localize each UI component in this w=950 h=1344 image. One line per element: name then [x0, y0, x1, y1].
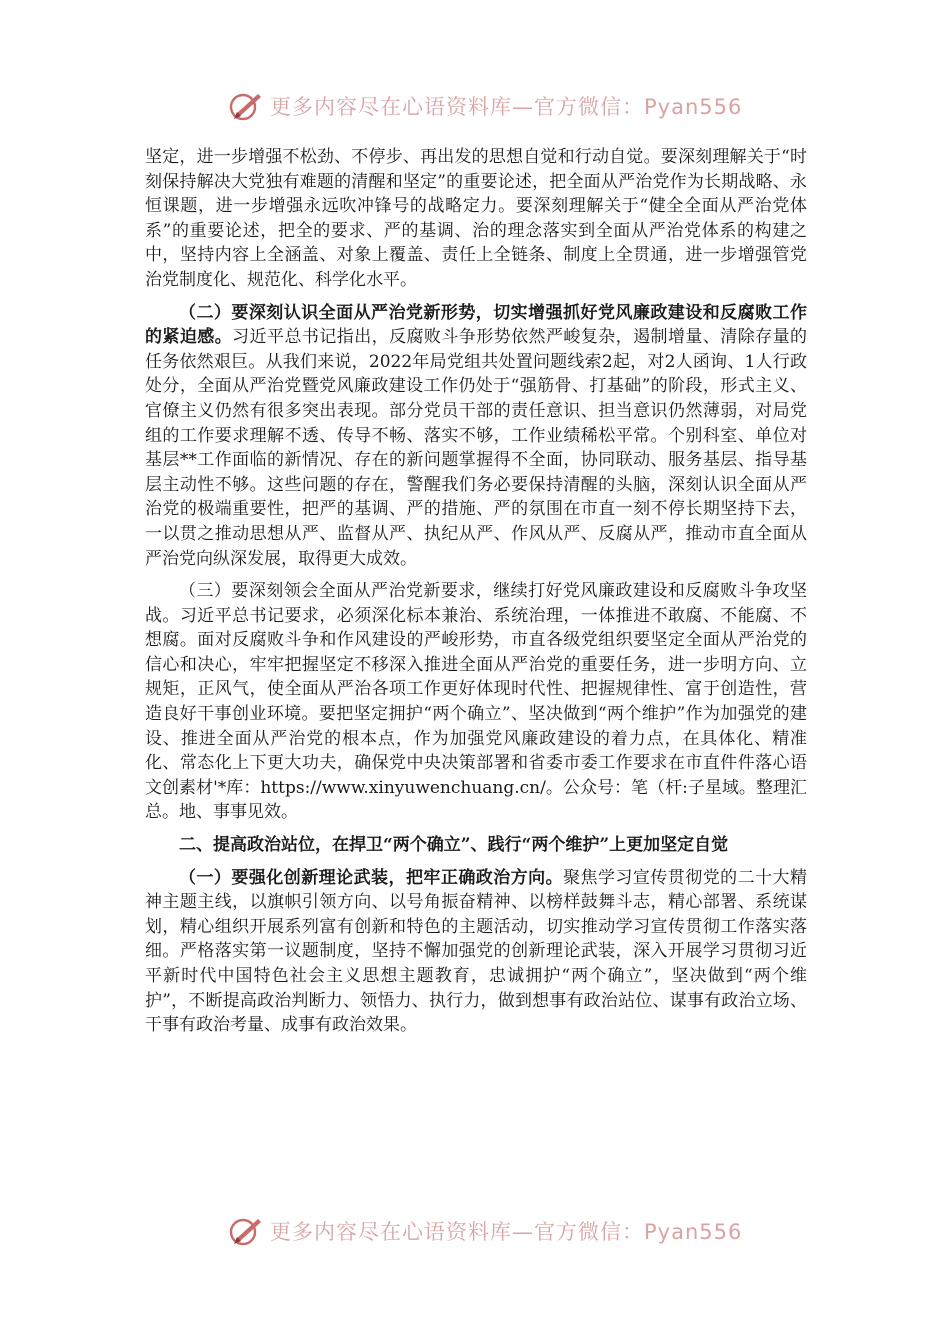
paragraph-text: 聚焦学习宣传贯彻党的二十大精神主题主线，以旗帜引领方向、以号角振奋精神、以榜样鼓舞斗志，精心部署、系统谋划，精心组织开展系列富有创新和特色的主题活动，切实推动学习宣传贯彻工作落实落细。严格落实第一议题制度，坚持不懈加强党的创新理论武装，深入开展学习贯彻习近平新时代中国特色社会主义思想主题教育，忠诚拥护“两个确立”，坚决做到“两个维护”，不断提高政治判断力、领悟力、执行力，做到想事有政治站位、谋事有政治立场、干事有政治考量、成事有政治效果。	[145, 867, 808, 1036]
footer-banner	[228, 1211, 748, 1251]
header-banner	[228, 86, 748, 126]
document-body	[145, 145, 807, 1046]
paragraph-text: 习近平总书记指出，反腐败斗争形势依然严峻复杂，遏制增量、清除存量的任务依然艰巨。从我们来说，2022年局党组共处置问题线索2起，对2人函询、1人行政处分，全面从严治党暨党风廉政建设工作仍处于“强筋骨、打基础”的阶段，形式主义、官僚主义仍然有很多突出表现。部分党员干部的责任意识、担当意识仍然薄弱，对局党组的工作要求理解不透、传导不畅、落实不够，工作业绩稀松平常。个别科室、单位对基层**工作面临的新情况、存在的新问题掌握得不全面，协同联动、服务基层、指导基层主动性不够。这些问题的存在，警醒我们务必要保持清醒的头脑，深刻认识全面从严治党的极端重要性，把严的基调、严的措施、严的氛围在市直一刻不停长期坚持下去，一以贯之推动思想从严、监督从严、执纪从严、作风从严、反腐从严，推动市直全面从严治党向纵深发展，取得更大成效。	[145, 327, 808, 569]
section-heading: 二、提高政治站位，在捍卫“两个确立”、践行“两个维护”上更加坚定自觉	[179, 835, 729, 856]
paragraph: 坚定，进一步增强不松劲、不停步、再出发的思想自觉和行动自觉。要深刻理解关于“时刻保持解决大党独有难题的清醒和坚定”的重要论述，把全面从严治党作为长期战略、永恒课题，进一步增强永远吹冲锋号的战略定力。要深刻理解关于“健全全面从严治党体系”的重要论述，把全的要求、严的基调、治的理念落实到全面从严治党体系的构建之中，坚持内容上全涵盖、对象上覆盖、责任上全链条、制度上全贯通，进一步增强管党治党制度化、规范化、科学化水平。	[145, 147, 807, 290]
banner-text: 更多内容尽在心语资料库—官方微信：Pyan556	[270, 1220, 743, 1244]
paragraph	[145, 866, 807, 1038]
paragraph: （三）要深刻领会全面从严治党新要求，继续打好党风廉政建设和反腐败斗争攻坚战。习近平总书记要求，必须深化标本兼治、系统治理，一体推进不敢腐、不能腐、不想腐。面对反腐败斗争和作风建设的严峻形势，市直各级党组织要坚定全面从严治党的信心和决心，牢牢把握坚定不移深入推进全面从严治党的重要任务，进一步明方向、立规矩，正风气，使全面从严治各项工作更好体现时代性、把握规律性、富于创造性，营造良好干事创业环境。要把坚定拥护“两个确立”、坚决做到“两个维护”作为加强党的建设、推进全面从严治党的根本点，作为加强党风廉政建设的着力点，在具体化、精准化、常态化上下更大功夫，确保党中央决策部署和省委市委工作要求在市直件件落心语文创素材'*库：https://www.xinyuwenchuang.cn/。公众号：笔（杆:子星域。整理汇总。地、事事见效。	[145, 581, 807, 823]
pen-logo-icon	[228, 88, 264, 124]
paragraph-lead: （一）要强化创新理论武装，把牢正确政治方向。	[179, 867, 564, 888]
paragraph	[145, 301, 807, 572]
banner-text: 更多内容尽在心语资料库—官方微信：Pyan556	[270, 95, 743, 119]
paragraph-lead: （二）要深刻认识全面从严治党新形势，切实增强抓好党风廉政建设和反腐败工作的紧迫感。	[145, 302, 807, 348]
pen-logo-icon	[228, 1213, 264, 1249]
